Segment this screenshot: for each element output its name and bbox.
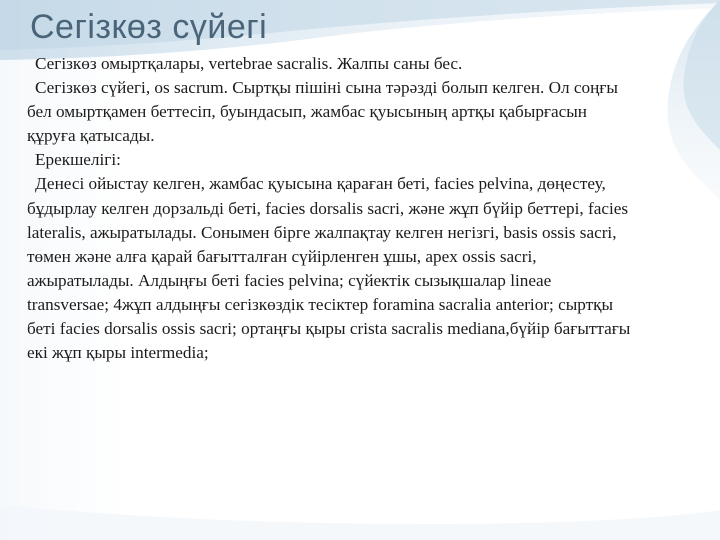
- paragraph: Ерекшелігі:: [35, 150, 121, 170]
- slide-body: [27, 52, 637, 365]
- paragraph: Денесі ойыстау келген, жамбас қуысына қараған беті, facies pelvina, дөңестеу, бұдырлау келген дорзальді беті, facies dorsalis sacri, және жұп бүйір беттері, facies lateralis, ажыратылады. Сонымен бірге жалпақтау келген негізгі, basis ossis sacri, төмен және алға қарай бағытталған сүйірленген ұшы, apex ossis sacri, ажыратылады. Алдыңғы беті facies pelvina; сүйектік сызықшалар lineae transversae; 4жұп алдыңғы сегізкөздік тесіктер foramina sacralia anterior; сыртқы беті facies dorsalis ossis sacri; ортаңғы қыры crista sacralis mediana,бүйір бағыттағы екі жұп қыры intermedia;: [27, 174, 631, 363]
- slide-title: Сегізкөз сүйегі: [30, 8, 268, 46]
- paragraph: Сегізкөз омыртқалары, vertebrae sacralis. Жалпы саны бес.: [35, 54, 463, 73]
- paragraph: Сегізкөз сүйегі, os sacrum. Сыртқы пішіні сына тәрәзді болып келген. Ол соңғы бел омыртқамен беттесіп, буындасып, жамбас қуысының артқы қабырғасын құруға қатысады.: [27, 78, 618, 146]
